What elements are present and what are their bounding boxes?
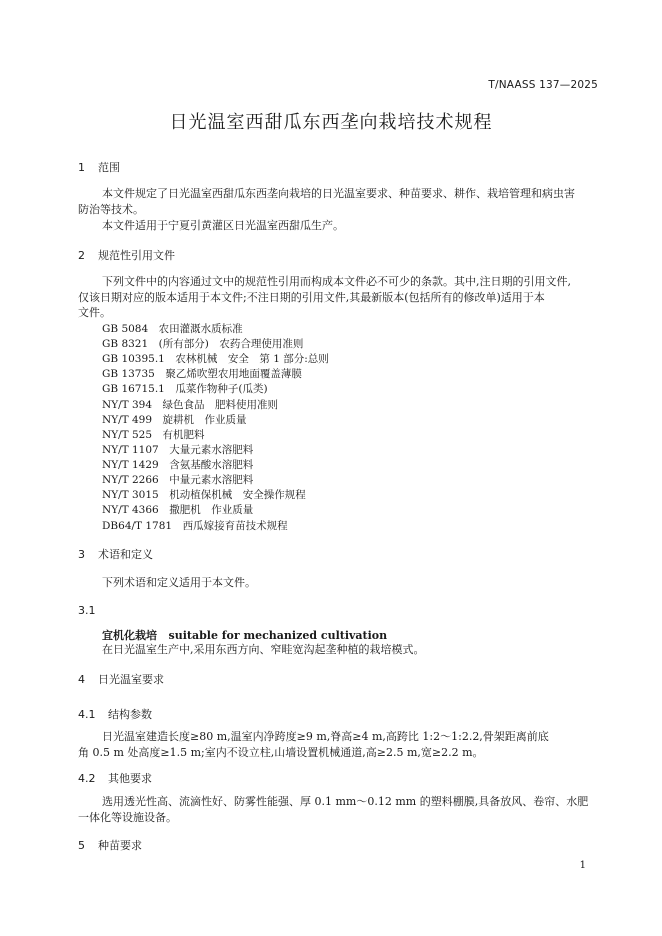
subsection-title: 结构参数 xyxy=(108,708,152,721)
other-requirements-line-1: 选用透光性高、流滴性好、防雾性能强、厚 0.1 mm～0.12 mm 的塑料棚膜,具备放风、卷帘、水肥 xyxy=(102,795,589,808)
subsection-4-1-heading xyxy=(78,706,152,722)
subsection-title: 其他要求 xyxy=(108,772,152,785)
reference-item: NY/T 1107 大量元素水溶肥料 xyxy=(102,444,254,456)
section-title: 范围 xyxy=(98,161,120,174)
reference-item: DB64/T 1781 西瓜嫁接育苗技术规程 xyxy=(102,520,288,532)
section-title: 日光温室要求 xyxy=(98,673,164,686)
other-requirements-line-2: 一体化等设施设备。 xyxy=(78,811,177,824)
section-2-heading xyxy=(78,247,175,263)
term-chinese: 宜机化栽培 xyxy=(102,629,157,642)
page-number: 1 xyxy=(579,860,586,871)
section-4-heading xyxy=(78,671,164,687)
structure-params-line-1: 日光温室建造长度≥80 m,温室内净跨度≥9 m,脊高≥4 m,高跨比 1:2～1:2.2,骨架距离前底 xyxy=(102,730,549,743)
refs-intro-line-2: 仅该日期对应的版本适用于本文件;不注日期的引用文件,其最新版本(包括所有的修改单)适用于本 xyxy=(78,291,545,304)
subsection-number: 4.1 xyxy=(78,708,96,721)
section-title: 规范性引用文件 xyxy=(98,249,175,262)
terms-intro: 下列术语和定义适用于本文件。 xyxy=(102,576,256,589)
reference-item: GB 13735 聚乙烯吹塑农用地面覆盖薄膜 xyxy=(102,368,302,380)
reference-item: NY/T 4366 撒肥机 作业质量 xyxy=(102,504,254,516)
reference-item: GB 8321 (所有部分) 农药合理使用准则 xyxy=(102,338,304,350)
section-title: 术语和定义 xyxy=(98,548,153,561)
section-5-heading xyxy=(78,837,142,853)
reference-item: GB 16715.1 瓜菜作物种子(瓜类) xyxy=(102,383,268,395)
reference-item: NY/T 499 旋耕机 作业质量 xyxy=(102,414,247,426)
subsection-4-2-heading xyxy=(78,770,152,786)
reference-item: NY/T 3015 机动植保机械 安全操作规程 xyxy=(102,489,306,501)
reference-item: NY/T 2266 中量元素水溶肥料 xyxy=(102,474,254,486)
refs-intro-line-1: 下列文件中的内容通过文中的规范性引用而构成本文件必不可少的条款。其中,注日期的引用文件, xyxy=(102,275,571,288)
document-title: 日光温室西甜瓜东西垄向栽培技术规程 xyxy=(169,112,493,133)
section-number: 2 xyxy=(78,249,85,262)
term-entry xyxy=(102,627,387,643)
section-title: 种苗要求 xyxy=(98,839,142,852)
section-3-heading xyxy=(78,546,153,562)
refs-intro-line-3: 文件。 xyxy=(78,306,111,319)
reference-item: NY/T 1429 含氨基酸水溶肥料 xyxy=(102,459,254,471)
scope-para-1-line-1: 本文件规定了日光温室西甜瓜东西垄向栽培的日光温室要求、种苗要求、耕作、栽培管理和病虫害 xyxy=(102,187,575,200)
section-1-heading xyxy=(78,159,120,175)
structure-params-line-2: 角 0.5 m 处高度≥1.5 m;室内不设立柱,山墙设置机械通道,高≥2.5 m,宽≥2.2 m。 xyxy=(78,746,484,759)
section-number: 1 xyxy=(78,161,85,174)
section-number: 5 xyxy=(78,839,85,852)
term-number: 3.1 xyxy=(78,604,96,617)
standard-code: T/NAASS 137—2025 xyxy=(488,79,598,91)
reference-item: GB 10395.1 农林机械 安全 第 1 部分:总则 xyxy=(102,353,329,365)
section-number: 3 xyxy=(78,548,85,561)
scope-para-2: 本文件适用于宁夏引黄灌区日光温室西甜瓜生产。 xyxy=(102,219,344,232)
reference-item: NY/T 394 绿色食品 肥料使用准则 xyxy=(102,399,279,411)
term-english: suitable for mechanized cultivation xyxy=(168,629,388,642)
section-number: 4 xyxy=(78,673,85,686)
reference-item: GB 5084 农田灌溉水质标准 xyxy=(102,323,243,335)
scope-para-1-line-2: 防治等技术。 xyxy=(78,203,144,216)
term-definition: 在日光温室生产中,采用东西方向、窄畦宽沟起垄种植的栽培模式。 xyxy=(102,643,425,656)
subsection-number: 4.2 xyxy=(78,772,96,785)
reference-item: NY/T 525 有机肥料 xyxy=(102,429,205,441)
